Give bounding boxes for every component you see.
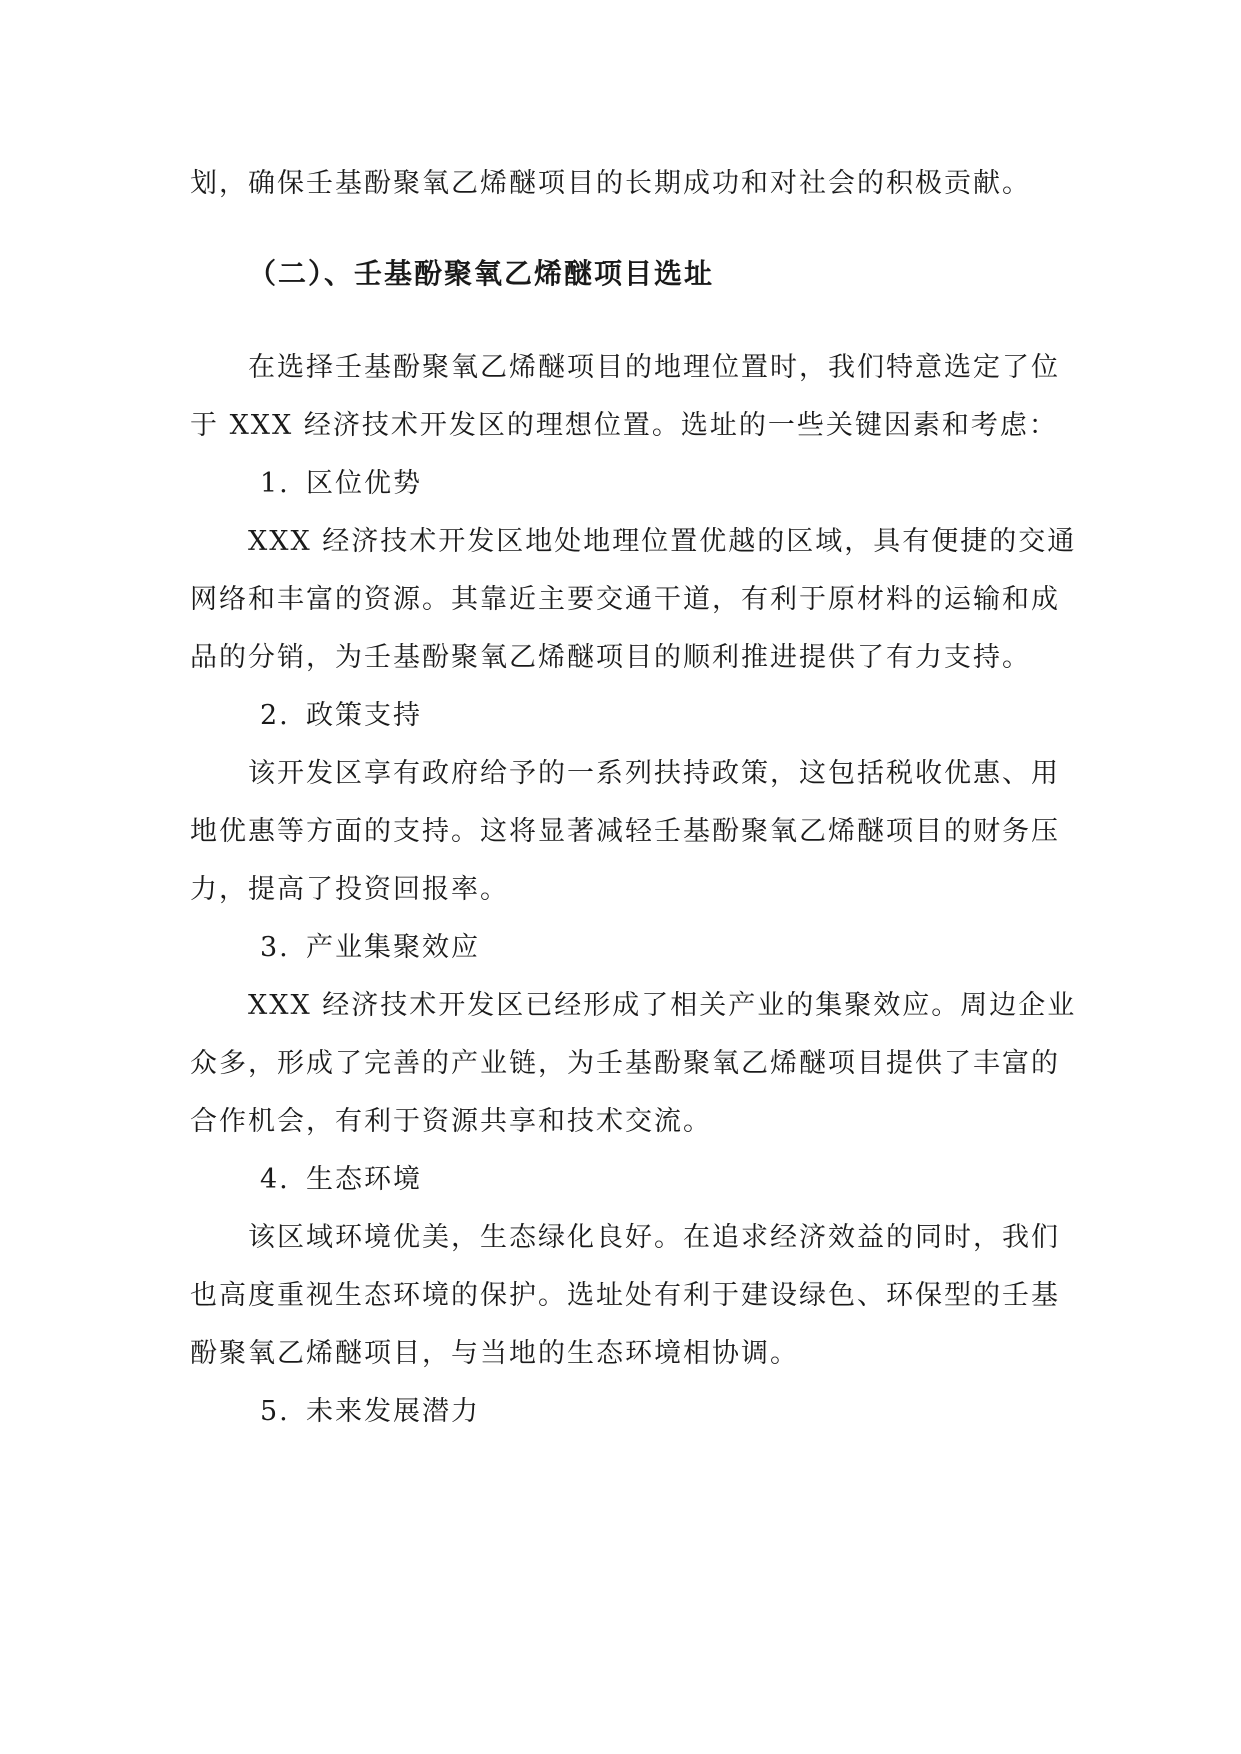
- paragraph-line: 合作机会，有利于资源共享和技术交流。: [190, 1106, 712, 1137]
- list-item-number: 5.: [260, 1396, 290, 1427]
- paragraph-line: 酚聚氧乙烯醚项目，与当地的生态环境相协调。: [190, 1338, 799, 1369]
- list-item-title: 未来发展潜力: [306, 1396, 480, 1427]
- list-item-title: 政策支持: [306, 700, 422, 731]
- intro-line-2: 于 XXX 经济技术开发区的理想位置。选址的一些关键因素和考虑：: [190, 410, 1058, 441]
- list-item-heading: [260, 928, 1050, 968]
- list-item-number: 3.: [260, 932, 290, 963]
- paragraph-line: XXX 经济技术开发区地处地理位置优越的区域，具有便捷的交通: [248, 526, 1077, 557]
- paragraph-line: 该区域环境优美，生态绿化良好。在追求经济效益的同时，我们: [248, 1222, 1060, 1253]
- paragraph-line: 力，提高了投资回报率。: [190, 874, 509, 905]
- list-item-title: 产业集聚效应: [306, 932, 480, 963]
- paragraph-line: 也高度重视生态环境的保护。选址处有利于建设绿色、环保型的壬基: [190, 1280, 1060, 1311]
- paragraph-line: 该开发区享有政府给予的一系列扶持政策，这包括税收优惠、用: [248, 758, 1060, 789]
- paragraph-line: 地优惠等方面的支持。这将显著减轻壬基酚聚氧乙烯醚项目的财务压: [190, 816, 1060, 847]
- list-item-heading: [260, 464, 1050, 504]
- list-item-number: 2.: [260, 700, 290, 731]
- intro-line-1: 在选择壬基酚聚氧乙烯醚项目的地理位置时，我们特意选定了位: [248, 352, 1060, 383]
- list-item-heading: [260, 696, 1050, 736]
- section-heading: （二）、壬基酚聚氧乙烯醚项目选址: [248, 257, 715, 290]
- list-item-title: 区位优势: [306, 468, 422, 499]
- paragraph-line: XXX 经济技术开发区已经形成了相关产业的集聚效应。周边企业: [248, 990, 1077, 1021]
- paragraph-line: 众多，形成了完善的产业链，为壬基酚聚氧乙烯醚项目提供了丰富的: [190, 1048, 1060, 1079]
- paragraph-line: 品的分销，为壬基酚聚氧乙烯醚项目的顺利推进提供了有力支持。: [190, 642, 1031, 673]
- list-item-number: 4.: [260, 1164, 290, 1195]
- paragraph-line: 网络和丰富的资源。其靠近主要交通干道，有利于原材料的运输和成: [190, 584, 1060, 615]
- list-item-heading: [260, 1160, 1050, 1200]
- list-item-title: 生态环境: [306, 1164, 422, 1195]
- list-item-heading: [260, 1392, 1050, 1432]
- continuation-line: 划，确保壬基酚聚氧乙烯醚项目的长期成功和对社会的积极贡献。: [190, 168, 1031, 199]
- list-item-number: 1.: [260, 468, 290, 499]
